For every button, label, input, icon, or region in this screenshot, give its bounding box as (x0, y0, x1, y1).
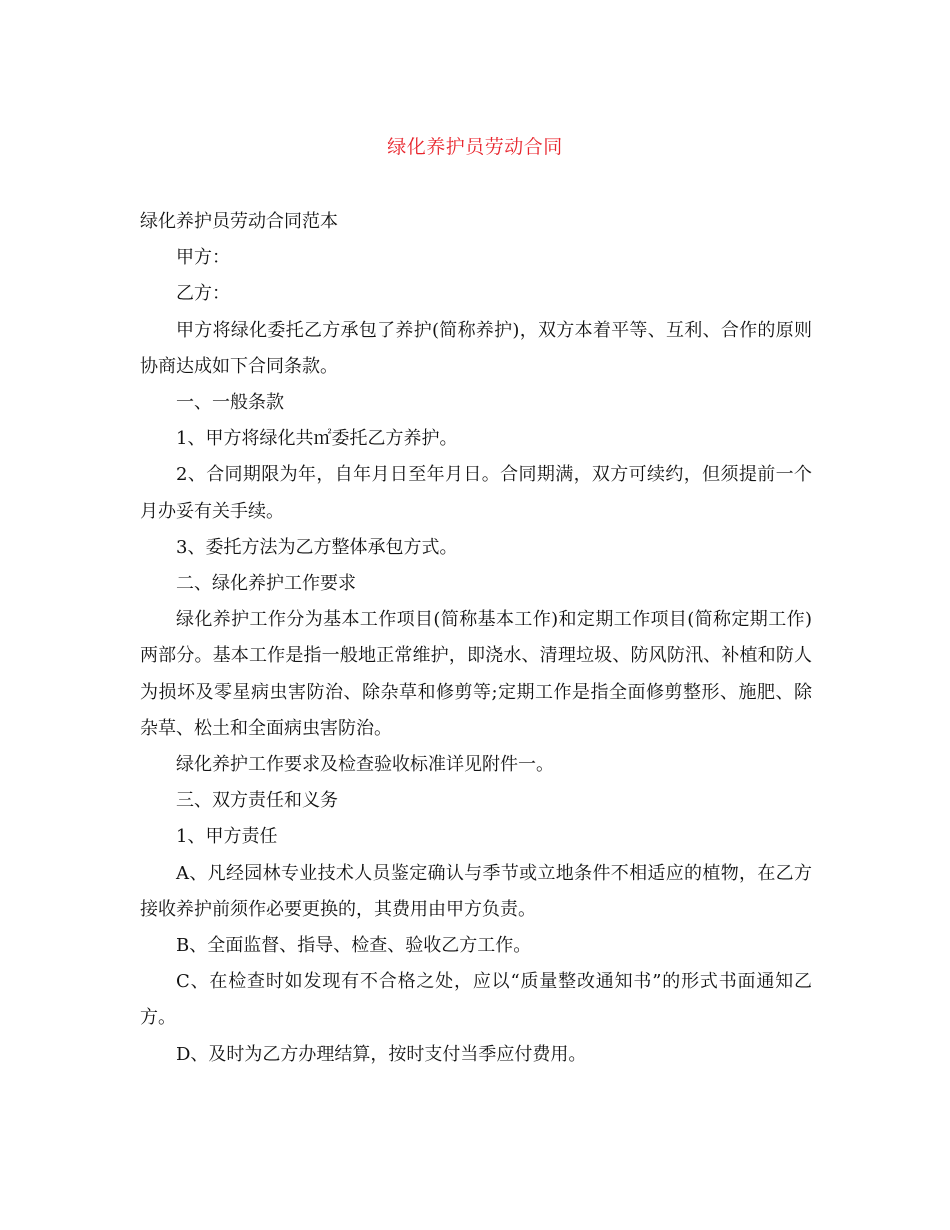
subheading-party-a-duties: 1、甲方责任 (176, 826, 278, 848)
clause-1-2: 2、合同期限为年，自年月日至年月日。合同期满，双方可续约，但须提前一个月办妥有关手续。 (140, 464, 812, 522)
section-heading-general: 一、一般条款 (176, 392, 284, 414)
paragraph-party-a: 甲方： (176, 247, 230, 269)
duty-d: D、及时为乙方办理结算，按时支付当季应付费用。 (176, 1043, 587, 1065)
section-heading-requirements: 二、绿化养护工作要求 (176, 573, 356, 595)
paragraph-work-description: 绿化养护工作分为基本工作项目(简称基本工作)和定期工作项目(简称定期工作)两部分。基本工作是指一般地正常维护，即浇水、清理垃圾、防风防汛、补植和防人为损坏及零星病虫害防治、除杂草和修剪等;定期工作是指全面修剪整形、施肥、除杂草、松土和全面病虫害防治。 (140, 609, 812, 739)
document-body (140, 204, 812, 1073)
paragraph-subtitle: 绿化养护员劳动合同范本 (140, 211, 338, 232)
paragraph-standards: 绿化养护工作要求及检查验收标准详见附件一。 (176, 754, 554, 776)
paragraph-party-b: 乙方： (176, 283, 230, 305)
section-heading-responsibilities: 三、双方责任和义务 (176, 790, 338, 812)
paragraph-preamble: 甲方将绿化委托乙方承包了养护(简称养护)，双方本着平等、互利、合作的原则协商达成如下合同条款。 (140, 319, 812, 377)
duty-b: B、全面监督、指导、检查、验收乙方工作。 (176, 935, 532, 957)
duty-a: A、凡经园林专业技术人员鉴定确认与季节或立地条件不相适应的植物，在乙方接收养护前须作必要更换的，其费用由甲方负责。 (140, 862, 812, 920)
clause-1-3: 3、委托方法为乙方整体承包方式。 (176, 536, 458, 558)
document-title: 绿化养护员劳动合同 (387, 136, 563, 158)
clause-1-1: 1、甲方将绿化共㎡委托乙方养护。 (176, 428, 458, 450)
duty-c: C、在检查时如发现有不合格之处，应以“质量整改通知书”的形式书面通知乙方。 (140, 971, 812, 1029)
